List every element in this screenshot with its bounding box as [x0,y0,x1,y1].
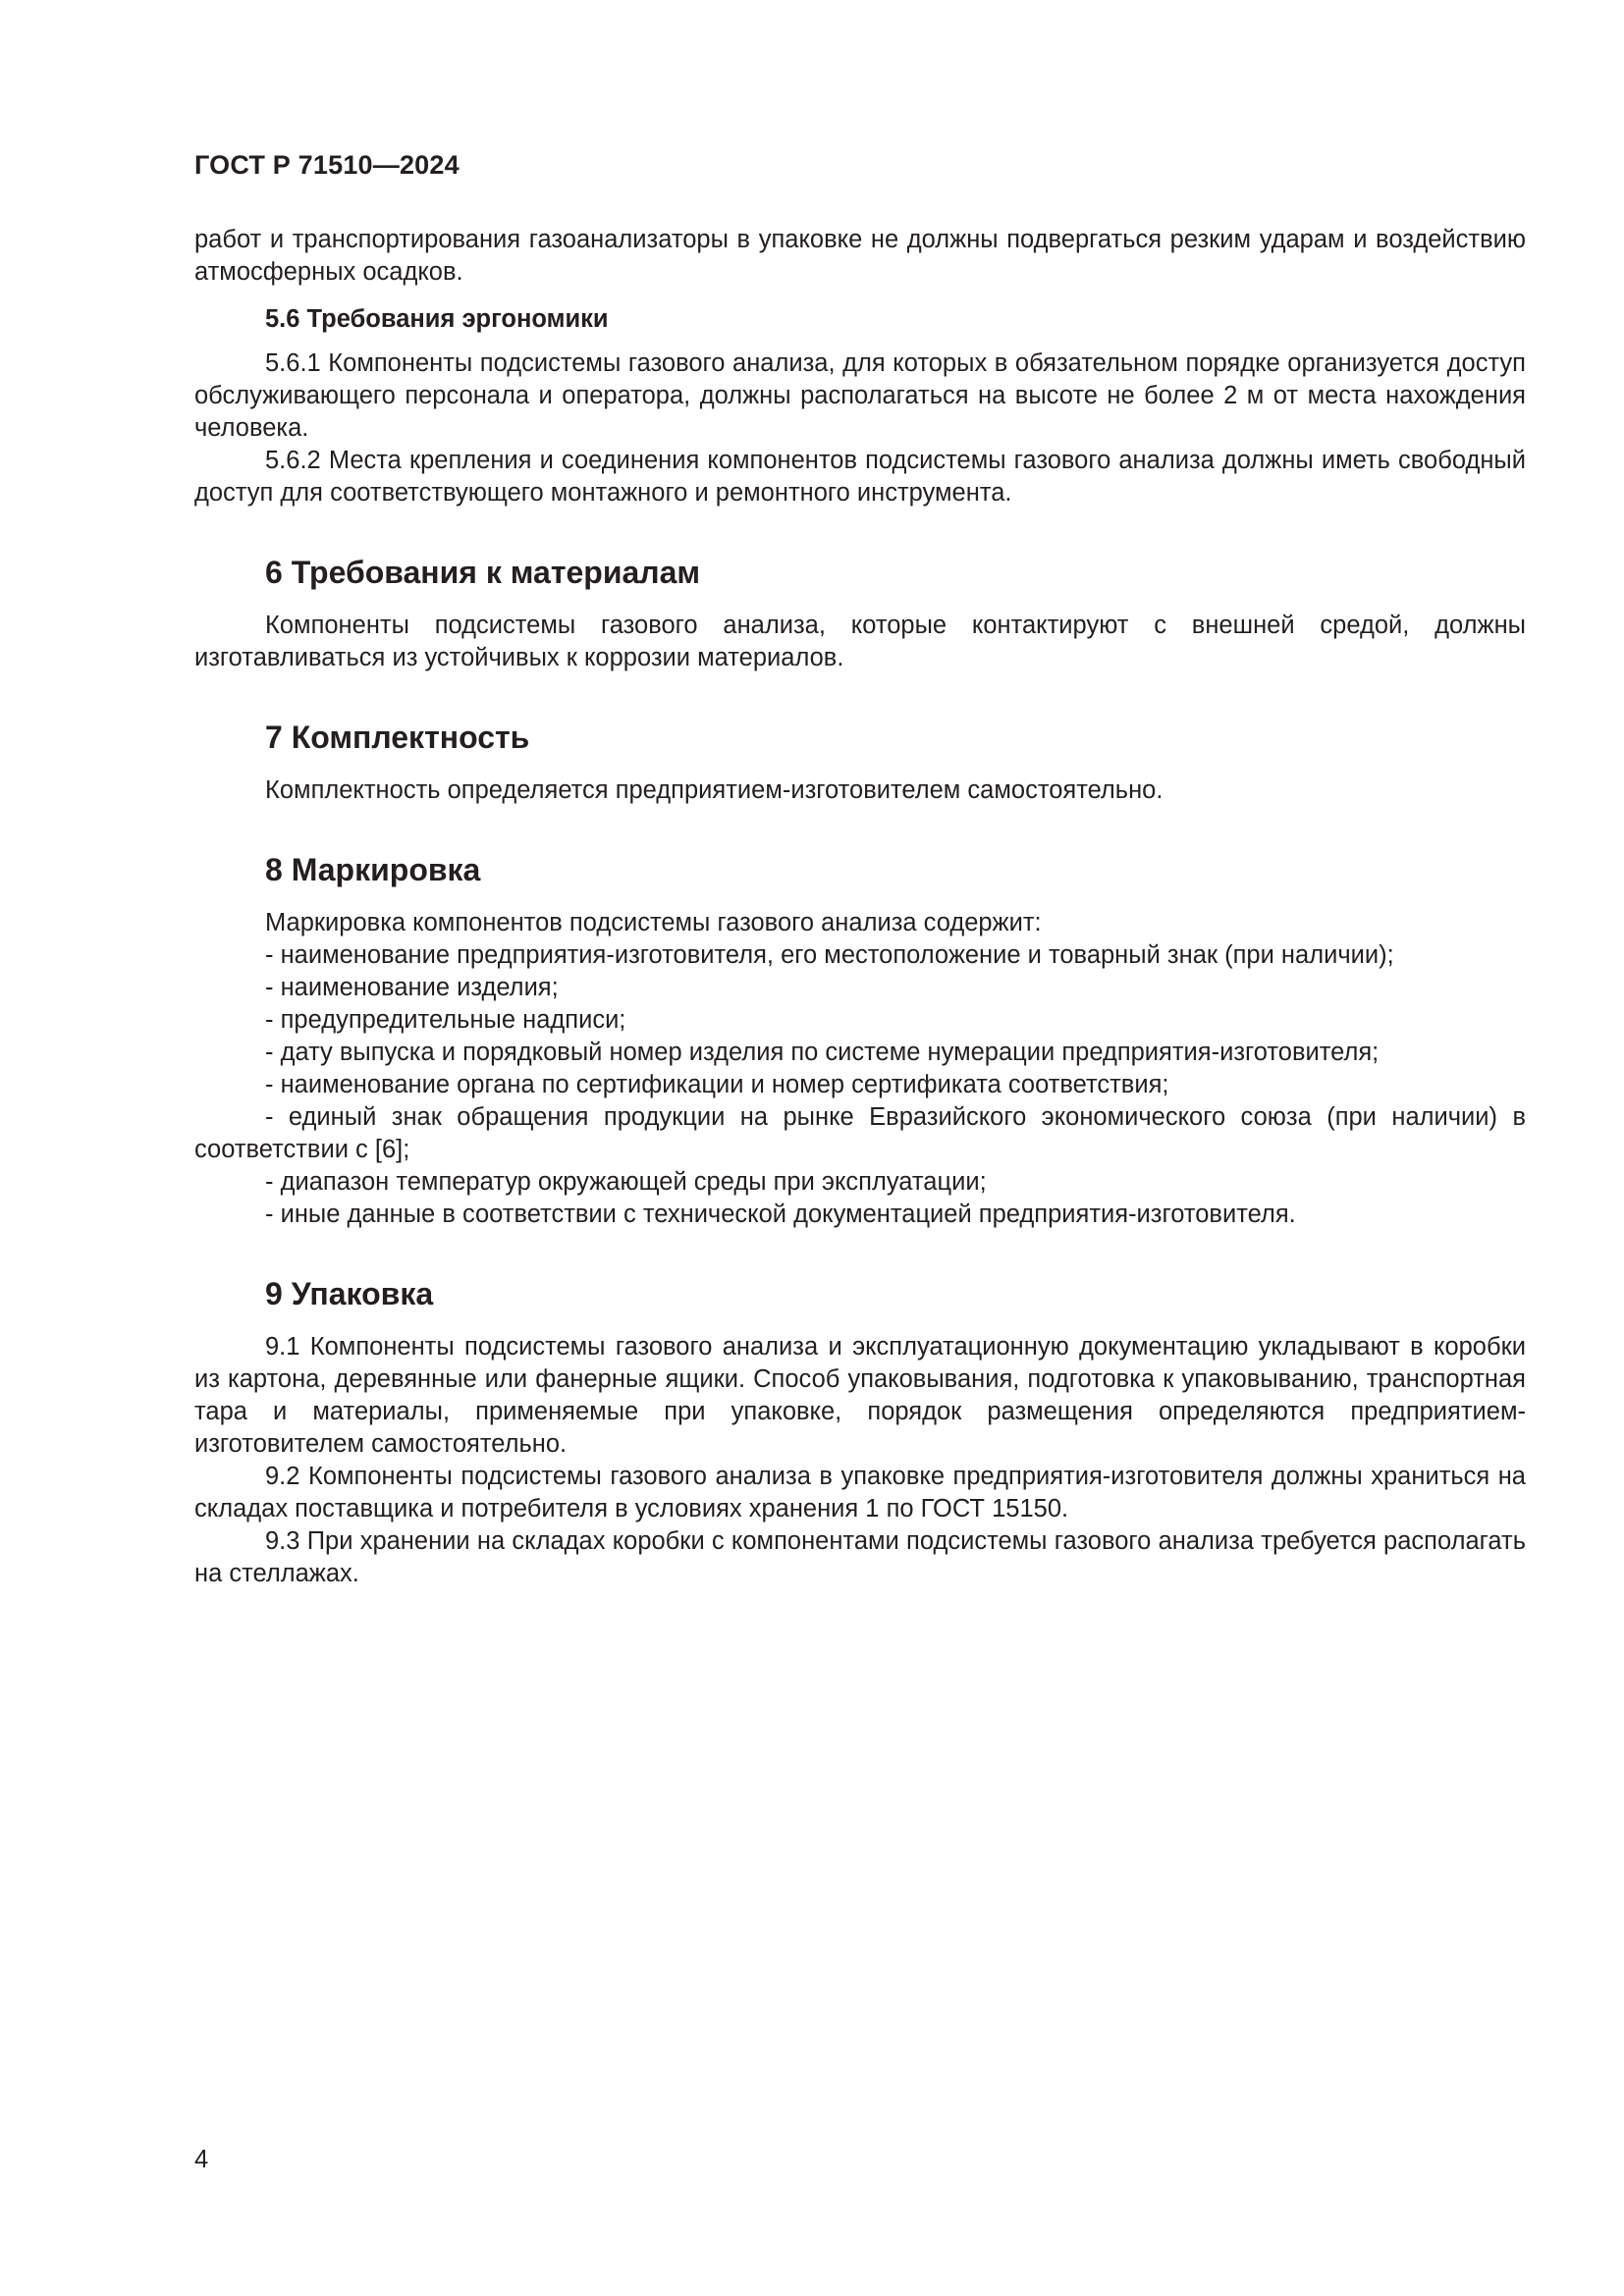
list-item: - диапазон температур окружающей среды при эксплуатации; [265,1168,987,1196]
section-title-8: 8 Маркировка [265,852,481,887]
marking-intro: Маркировка компонентов подсистемы газового анализа содержит: [265,909,1042,936]
document-header: ГОСТ Р 71510—2024 [194,150,460,180]
document-body [194,224,1526,1590]
list-item: - наименование предприятия-изготовителя, его местоположение и товарный знак (при наличии); [265,941,1394,969]
section-title-6: 6 Требования к материалам [265,555,701,590]
list-item: - дату выпуска и порядковый номер изделия по системе нумерации предприятия-изготовителя; [265,1039,1380,1066]
continuation-paragraph: работ и транспортирования газоанализаторы в упаковке не должны подвергаться резким ударам и воздействию атмосферных осадков. [194,226,1526,286]
paragraph-5-6-1: 5.6.1 Компоненты подсистемы газового анализа, для которых в обязательном порядке организуется доступ обслуживающего персонала и оператора, должны располагаться на высоте не более 2 м от места нахождения человека. [194,349,1526,442]
paragraph-6: Компоненты подсистемы газового анализа, которые контактируют с внешней средой, должны изготавливаться из устойчивых к коррозии материалов. [194,612,1526,671]
marking-list [194,939,1526,1231]
list-item: - наименование органа по сертификации и номер сертификата соответствия; [265,1071,1169,1098]
subsection-title-5-6: 5.6 Требования эргономики [265,305,609,333]
paragraph-7: Комплектность определяется предприятием-изготовителем самостоятельно. [265,776,1164,804]
list-item: - иные данные в соответствии с технической документацией предприятия-изготовителя. [265,1201,1296,1228]
list-item: - предупредительные надписи; [265,1006,626,1034]
section-title-9: 9 Упаковка [265,1276,434,1311]
section-title-7: 7 Комплектность [265,720,530,755]
list-item: - единый знак обращения продукции на рынке Евразийского экономического союза (при наличии) в соответствии с [6]; [194,1103,1526,1163]
paragraph-5-6-2: 5.6.2 Места крепления и соединения компонентов подсистемы газового анализа должны иметь свободный доступ для соответствующего монтажного и ремонтного инструмента. [194,447,1526,507]
paragraph-9-2: 9.2 Компоненты подсистемы газового анализа в упаковке предприятия-изготовителя должны храниться на складах поставщика и потребителя в условиях хранения 1 по ГОСТ 15150. [194,1463,1526,1522]
paragraph-9-3: 9.3 При хранении на складах коробки с компонентами подсистемы газового анализа требуется располагать на стеллажах. [194,1527,1526,1587]
page-number: 4 [194,2146,209,2173]
paragraph-9-1: 9.1 Компоненты подсистемы газового анализа и эксплуатационную документацию укладывают в коробки из картона, деревянные или фанерные ящики. Способ упаковывания, подготовка к упаковыванию, транспортная тара и материалы, применяемые при упаковке, порядок размещения определяются предприятием-изготовителем самостоятельно. [194,1333,1526,1458]
list-item: - наименование изделия; [265,974,559,1001]
